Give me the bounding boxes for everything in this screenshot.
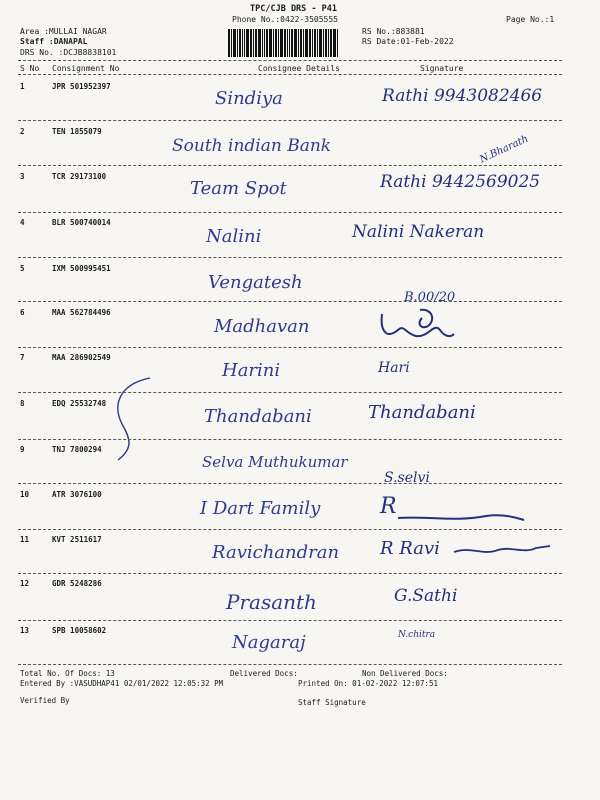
row-consignment: TNJ 7800294 — [52, 445, 102, 454]
divider — [18, 529, 562, 530]
divider — [18, 74, 562, 75]
col-consignment: Consignment No — [52, 64, 120, 73]
row-consignment: EDQ 25532748 — [52, 399, 107, 408]
divider — [18, 347, 562, 348]
row-consignee: Madhavan — [214, 316, 310, 337]
non-delivered-docs: Non Delivered Docs: — [362, 669, 448, 678]
signature-scribble — [396, 506, 526, 530]
row-signature: Rathi 9442569025 — [380, 172, 541, 192]
row-consignee: Vengatesh — [208, 272, 303, 293]
phone-number: Phone No.:0422-3505555 — [232, 15, 338, 24]
row-consignment: TCR 29173100 — [52, 172, 107, 181]
row-signature: R — [380, 494, 397, 519]
row-consignment: TEN 1855079 — [52, 127, 102, 136]
row-sno: 9 — [20, 445, 25, 454]
row-consignee: Team Spot — [190, 178, 287, 199]
row-sno: 12 — [20, 579, 30, 588]
row-sno: 3 — [20, 172, 25, 181]
row-signature: Thandabani — [368, 402, 476, 423]
row-consignment: MAA 286902549 — [52, 353, 111, 362]
printed-on: Printed On: 01-02-2022 12:07:51 — [298, 679, 438, 688]
rs-date: RS Date:01-Feb-2022 — [362, 37, 454, 46]
row-consignee: I Dart Family — [200, 498, 321, 519]
row-sno: 8 — [20, 399, 25, 408]
row-consignee: Nagaraj — [232, 632, 306, 653]
row-signature: Rathi 9943082466 — [382, 86, 543, 106]
divider — [18, 664, 562, 665]
row-consignment: BLR 500740014 — [52, 218, 111, 227]
divider — [18, 483, 562, 484]
row-consignment: IXM 500995451 — [52, 264, 111, 273]
rs-number: RS No.:883881 — [362, 27, 425, 36]
drs-number: DRS No. :DCJB8838101 — [20, 48, 117, 57]
verified-by: Verified By — [20, 696, 70, 705]
row-sno: 5 — [20, 264, 25, 273]
doc-title: TPC/CJB DRS - P41 — [250, 4, 337, 14]
signature-scribble — [376, 300, 456, 344]
row-sno: 7 — [20, 353, 25, 362]
row-signature: N.chitra — [398, 630, 436, 640]
divider — [18, 165, 562, 166]
row-sno: 13 — [20, 626, 30, 635]
divider — [18, 212, 562, 213]
row-sno: 2 — [20, 127, 25, 136]
row-consignee: Prasanth — [226, 590, 317, 614]
area-field: Area :MULLAI NAGAR — [20, 27, 107, 36]
row-consignee: Nalini — [206, 226, 262, 247]
col-signature: Signature — [420, 64, 464, 73]
row-consignee: South indian Bank — [172, 136, 332, 156]
divider — [18, 439, 562, 440]
staff-signature-label: Staff Signature — [298, 698, 366, 707]
row-signature: S.selvi — [384, 470, 430, 486]
divider — [18, 257, 562, 258]
entered-by: Entered By :VASUDHAP41 02/01/2022 12:05:32 PM — [20, 679, 224, 688]
row-consignee: Ravichandran — [212, 542, 340, 563]
barcode — [228, 29, 353, 57]
row-signature: N.Bharath — [478, 133, 531, 166]
row-sno: 4 — [20, 218, 25, 227]
row-consignee: Harini — [222, 360, 281, 381]
divider — [18, 120, 562, 121]
total-docs: Total No. Of Docs: 13 — [20, 669, 115, 678]
row-sno: 10 — [20, 490, 30, 499]
row-signature: Nalini Nakeran — [352, 222, 485, 242]
row-signature: R Ravi — [380, 538, 440, 559]
row-consignee: Selva Muthukumar — [202, 453, 348, 471]
row-consignment: JPR 501952397 — [52, 82, 111, 91]
divider — [18, 573, 562, 574]
staff-field: Staff :DANAPAL — [20, 37, 88, 46]
divider — [18, 620, 562, 621]
row-consignment: SPB 10058602 — [52, 626, 107, 635]
row-signature: G.Sathi — [394, 586, 458, 606]
pen-stroke — [110, 374, 170, 464]
signature-scribble — [452, 540, 552, 560]
divider — [18, 60, 562, 61]
col-sno: S No — [20, 64, 40, 73]
divider — [18, 392, 562, 393]
row-consignment: GDR 5248286 — [52, 579, 102, 588]
row-consignee: Sindiya — [215, 88, 283, 109]
col-consignee: Consignee Details — [258, 64, 340, 73]
delivered-docs: Delivered Docs: — [230, 669, 298, 678]
row-sno: 11 — [20, 535, 30, 544]
row-signature: Hari — [378, 360, 410, 376]
row-consignment: ATR 3076100 — [52, 490, 102, 499]
page-number: Page No.:1 — [506, 15, 555, 24]
row-consignment: MAA 562784496 — [52, 308, 111, 317]
divider — [18, 301, 562, 302]
row-consignee: Thandabani — [204, 406, 312, 427]
row-consignment: KVT 2511617 — [52, 535, 102, 544]
row-signature: B.00/20 — [404, 290, 456, 305]
row-sno: 6 — [20, 308, 25, 317]
row-sno: 1 — [20, 82, 25, 91]
